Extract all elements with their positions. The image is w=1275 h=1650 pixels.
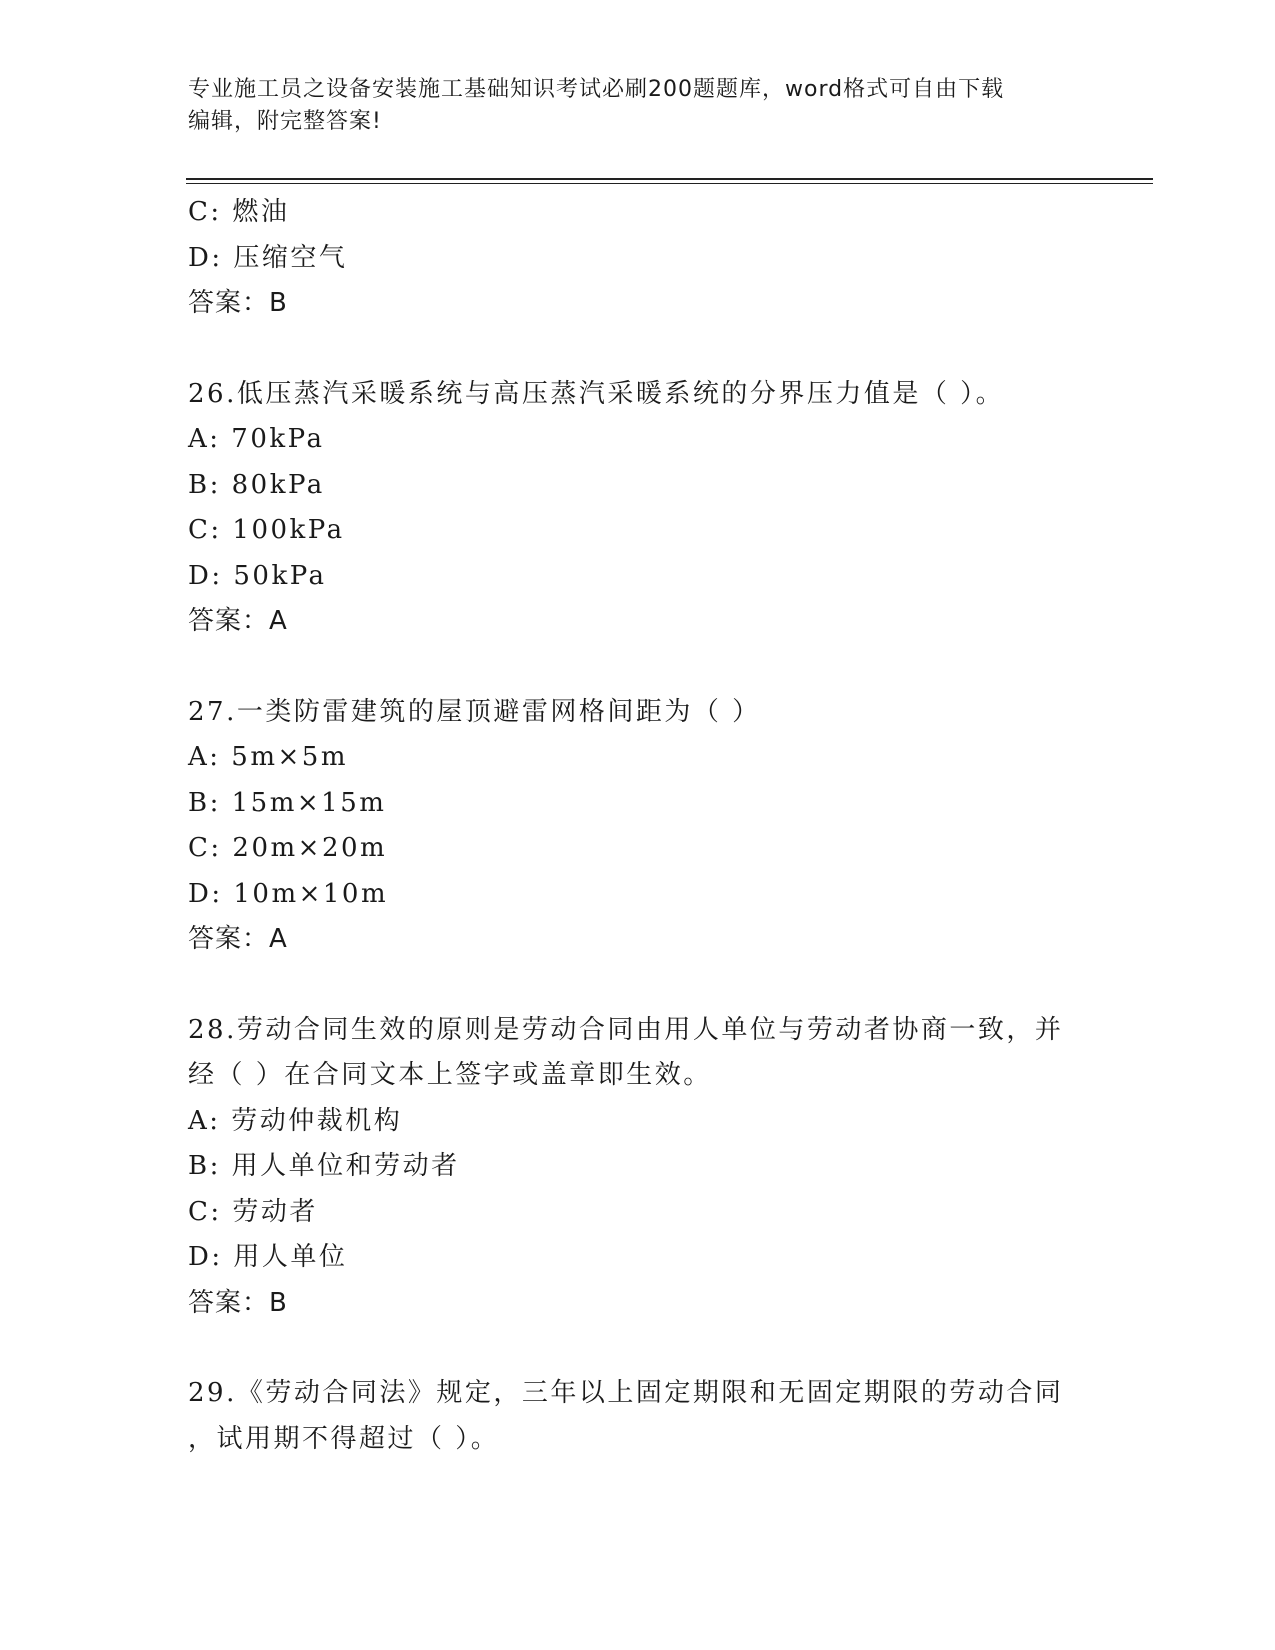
option-c: C: 100kPa (188, 515, 345, 545)
option-c: C: 燃油 (188, 197, 290, 227)
option-b: B: 15m×15m (188, 787, 387, 818)
question-text: 26.低压蒸汽采暖系统与高压蒸汽采暖系统的分界压力值是（ ）。 (188, 378, 1005, 409)
question-28 (188, 1008, 1088, 1327)
header-divider-thick (186, 178, 1153, 180)
option-d: D: 压缩空气 (188, 242, 348, 273)
prev-question-tail (188, 190, 1088, 327)
header-line-2: 编辑，附完整答案! (188, 109, 382, 134)
question-26 (188, 372, 1088, 645)
option-b: B: 80kPa (188, 469, 325, 500)
question-text-continued: ，试用期不得超过（ ）。 (188, 1423, 500, 1454)
option-b: B: 用人单位和劳动者 (188, 1151, 460, 1181)
option-a: A: 70kPa (188, 424, 325, 454)
answer-line: 答案：A (188, 606, 288, 636)
option-d: D: 50kPa (188, 560, 327, 591)
answer-line: 答案：B (188, 1287, 288, 1318)
option-d: D: 用人单位 (188, 1242, 348, 1272)
option-c: C: 劳动者 (188, 1196, 318, 1227)
question-29 (188, 1371, 1088, 1462)
document-header (188, 74, 1068, 138)
option-c: C: 20m×20m (188, 833, 388, 863)
question-text: 29.《劳动合同法》规定，三年以上固定期限和无固定期限的劳动合同 (188, 1378, 1064, 1408)
question-list (188, 190, 1088, 1462)
answer-line: 答案：B (188, 288, 288, 318)
option-a: A: 劳动仲裁机构 (188, 1105, 403, 1136)
question-text: 27.一类防雷建筑的屋顶避雷网格间距为（ ） (188, 696, 761, 727)
option-d: D: 10m×10m (188, 878, 389, 909)
header-line-1: 专业施工员之设备安装施工基础知识考试必刷200题题库，word格式可自由下载 (188, 77, 1005, 102)
question-text: 28.劳动合同生效的原则是劳动合同由用人单位与劳动者协商一致，并 (188, 1014, 1064, 1045)
question-text-continued: 经（ ）在合同文本上签字或盖章即生效。 (188, 1060, 712, 1090)
option-a: A: 5m×5m (188, 742, 348, 772)
header-divider-thin (186, 183, 1153, 184)
answer-line: 答案：A (188, 924, 288, 954)
question-27 (188, 690, 1088, 963)
